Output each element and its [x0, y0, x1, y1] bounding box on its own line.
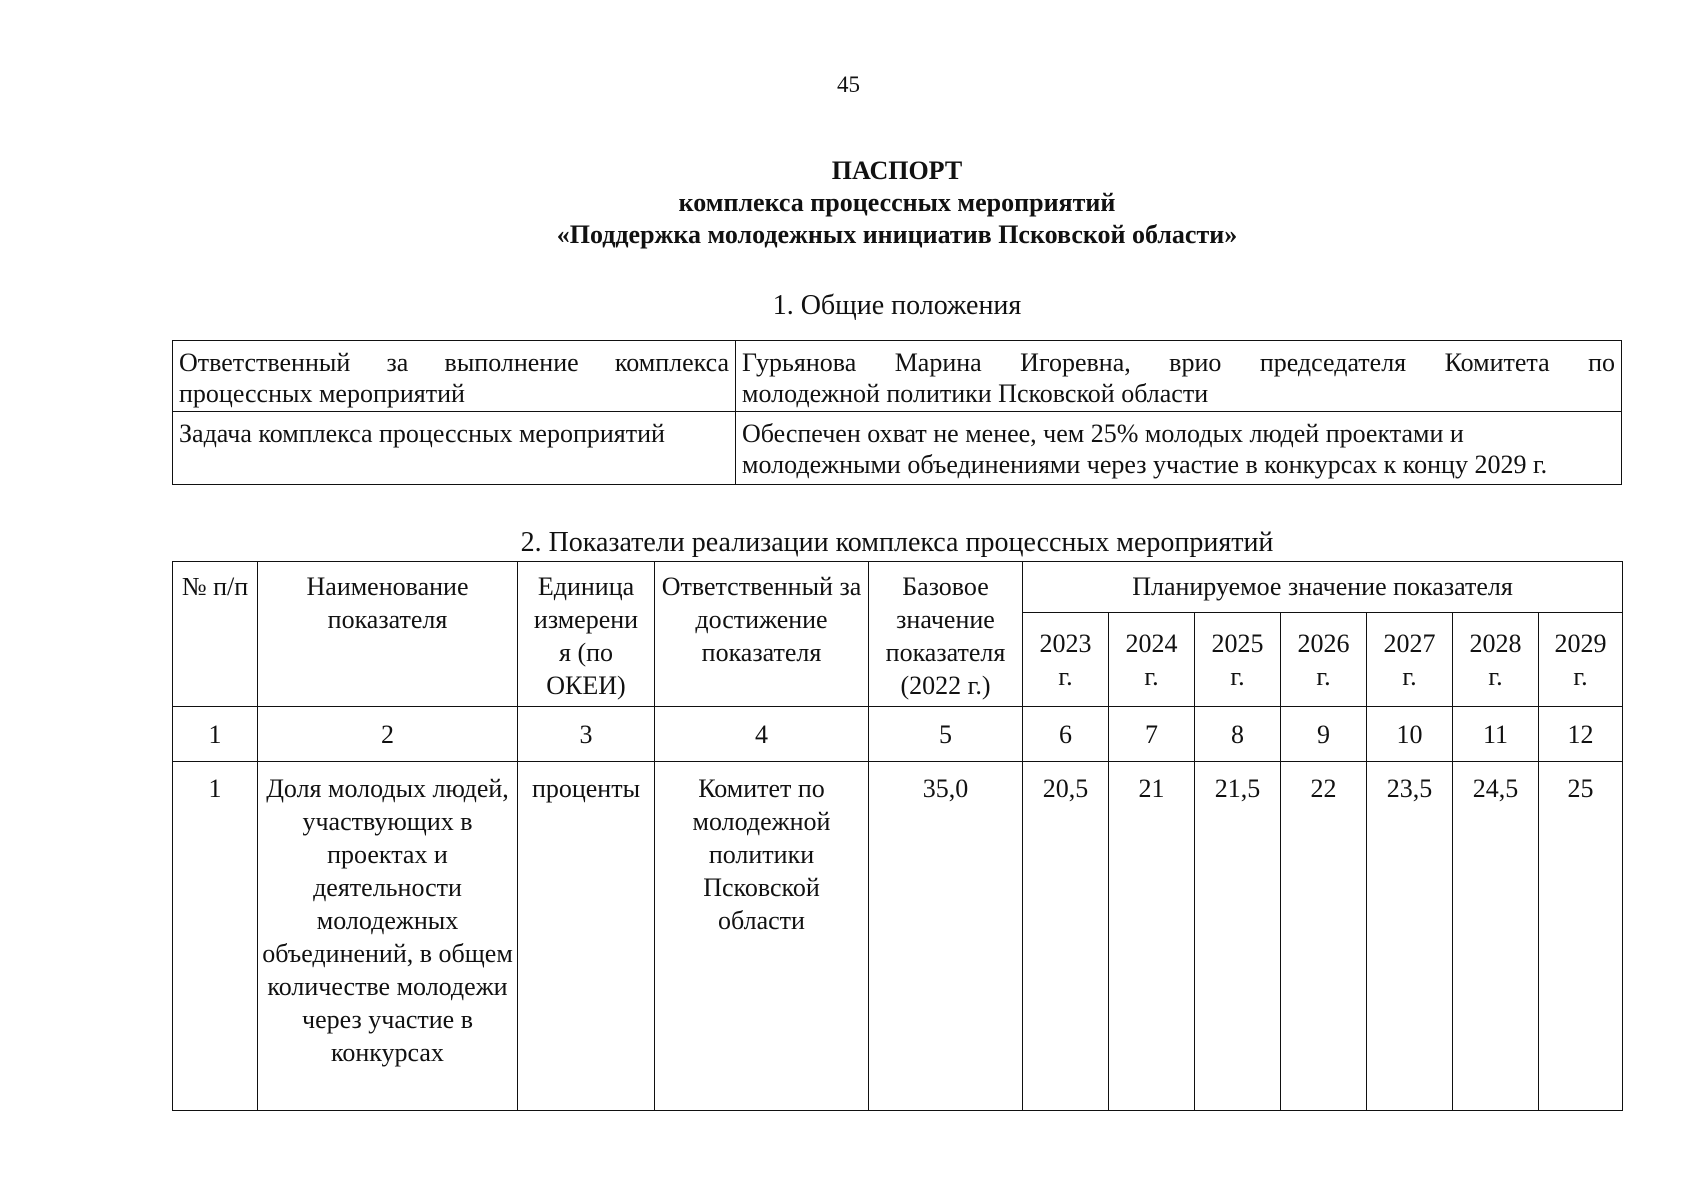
column-number: 10	[1367, 707, 1453, 762]
year-suffix: г.	[1144, 661, 1159, 691]
header-name: Наименование показателя	[258, 562, 518, 707]
page-number: 45	[837, 72, 860, 97]
title-line-2: комплекса процессных мероприятий	[678, 188, 1116, 217]
value-line-2: молодежной политики Псковской области	[742, 379, 1209, 408]
label-cell: Задача комплекса процессных мероприятий	[173, 412, 736, 485]
header-num: № п/п	[173, 562, 258, 707]
label-line-1: Ответственный за выполнение комплекса	[179, 348, 729, 377]
title-line-1: ПАСПОРТ	[831, 156, 963, 185]
column-number: 1	[173, 707, 258, 762]
year-label: 2029	[1554, 628, 1607, 658]
header-responsible: Ответственный за достижение показателя	[655, 562, 869, 707]
title-line-3: «Поддержка молодежных инициатив Псковской области»	[556, 220, 1238, 249]
column-number-row	[173, 707, 1623, 762]
header-year	[1023, 613, 1109, 707]
indicator-unit: проценты	[518, 762, 655, 1111]
header-year	[1281, 613, 1367, 707]
planned-value: 23,5	[1367, 762, 1453, 1111]
section2-heading: 2. Показатели реализации комплекса процессных мероприятий	[520, 527, 1274, 558]
column-number: 9	[1281, 707, 1367, 762]
indicators-table	[172, 561, 1623, 1111]
planned-value: 21	[1109, 762, 1195, 1111]
column-number: 2	[258, 707, 518, 762]
year-label: 2028	[1469, 628, 1522, 658]
planned-value: 24,5	[1453, 762, 1539, 1111]
header-row	[173, 562, 1623, 613]
column-number: 5	[869, 707, 1023, 762]
year-label: 2024	[1125, 628, 1178, 658]
header-unit: Единица измерени я (по ОКЕИ)	[518, 562, 655, 707]
year-suffix: г.	[1402, 661, 1417, 691]
column-number: 6	[1023, 707, 1109, 762]
indicator-base-value: 35,0	[869, 762, 1023, 1111]
header-year	[1539, 613, 1623, 707]
value-cell	[736, 341, 1622, 412]
header-year	[1367, 613, 1453, 707]
header-year	[1453, 613, 1539, 707]
header-year	[1109, 613, 1195, 707]
header-base: Базовое значение показателя (2022 г.)	[869, 562, 1023, 707]
planned-value: 22	[1281, 762, 1367, 1111]
year-label: 2026	[1297, 628, 1350, 658]
document-title	[172, 155, 1622, 251]
indicator-responsible: Комитет по молодежной политики Псковской области	[655, 762, 869, 1111]
label-cell	[173, 341, 736, 412]
table-row	[173, 412, 1622, 485]
general-provisions-table	[172, 340, 1622, 485]
row-num: 1	[173, 762, 258, 1111]
year-suffix: г.	[1573, 661, 1588, 691]
planned-value: 25	[1539, 762, 1623, 1111]
indicator-name: Доля молодых людей, участвующих в проектах и деятельности молодежных объединений, в общем количестве молодежи через участие в конкурсах	[258, 762, 518, 1111]
value-line-1: Гурьянова Марина Игоревна, врио председателя Комитета по	[742, 348, 1615, 377]
year-label: 2027	[1383, 628, 1436, 658]
column-number: 11	[1453, 707, 1539, 762]
table-row	[173, 762, 1623, 1111]
year-suffix: г.	[1230, 661, 1245, 691]
value-cell: Обеспечен охват не менее, чем 25% молодых людей проектами и молодежными объединениями через участие в конкурсах к концу 2029 г.	[736, 412, 1622, 485]
section1-heading: 1. Общие положения	[772, 290, 1022, 321]
header-planned: Планируемое значение показателя	[1023, 562, 1623, 613]
column-number: 3	[518, 707, 655, 762]
header-year	[1195, 613, 1281, 707]
year-label: 2023	[1039, 628, 1092, 658]
column-number: 4	[655, 707, 869, 762]
table-row	[173, 341, 1622, 412]
planned-value: 20,5	[1023, 762, 1109, 1111]
planned-value: 21,5	[1195, 762, 1281, 1111]
year-label: 2025	[1211, 628, 1264, 658]
column-number: 8	[1195, 707, 1281, 762]
column-number: 12	[1539, 707, 1623, 762]
year-suffix: г.	[1316, 661, 1331, 691]
year-suffix: г.	[1058, 661, 1073, 691]
column-number: 7	[1109, 707, 1195, 762]
year-suffix: г.	[1488, 661, 1503, 691]
label-line-2: процессных мероприятий	[179, 379, 465, 408]
